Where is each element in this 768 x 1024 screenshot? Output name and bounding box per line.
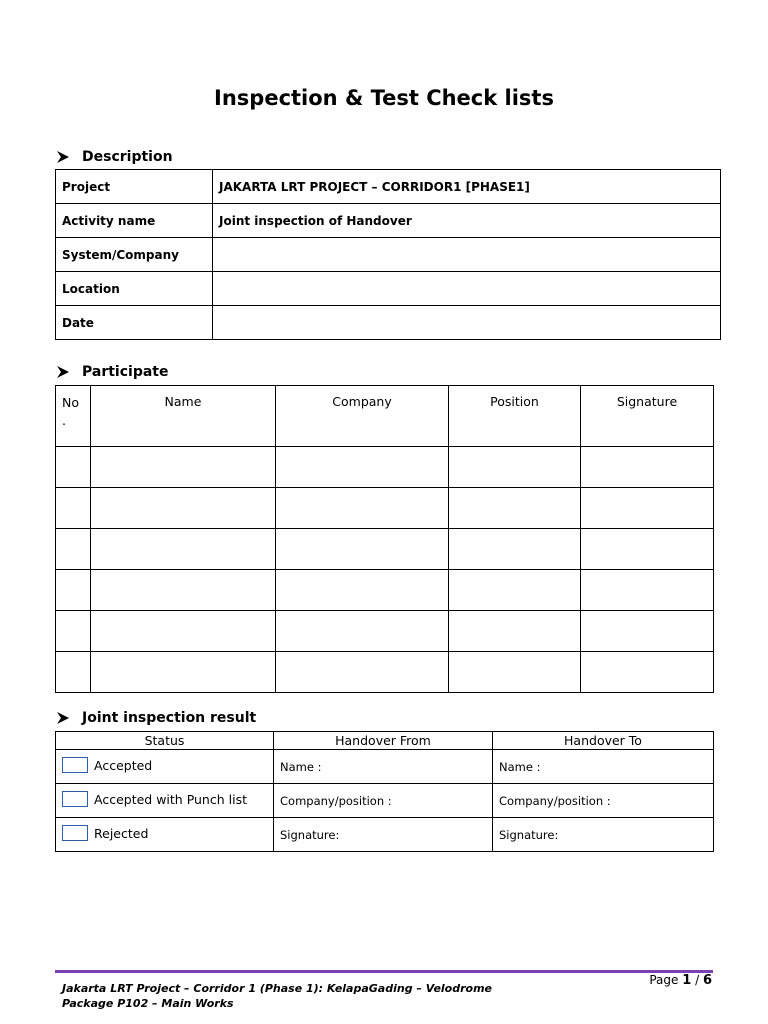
footer-divider	[55, 970, 713, 973]
name-cell[interactable]	[91, 570, 276, 611]
table-row	[56, 272, 721, 306]
date-value[interactable]	[213, 306, 721, 340]
table-header-row	[56, 732, 714, 750]
no-cell[interactable]	[56, 447, 91, 488]
position-cell[interactable]	[449, 488, 581, 529]
footer-project-info	[62, 981, 492, 1011]
field-label: Location	[56, 272, 213, 306]
system-company-value[interactable]	[213, 238, 721, 272]
status-cell	[56, 750, 274, 784]
table-row	[56, 529, 714, 570]
column-header-position: Position	[449, 386, 581, 447]
position-cell[interactable]	[449, 447, 581, 488]
name-cell[interactable]	[91, 652, 276, 693]
accepted-checkbox[interactable]	[62, 757, 88, 773]
arrowhead-bullet-icon	[56, 151, 70, 163]
section-heading-description	[56, 149, 173, 165]
name-cell[interactable]	[91, 529, 276, 570]
table-row	[56, 818, 714, 852]
company-cell[interactable]	[276, 570, 449, 611]
company-cell[interactable]	[276, 652, 449, 693]
signature-cell[interactable]	[581, 447, 714, 488]
table-row	[56, 784, 714, 818]
status-label: Accepted	[94, 758, 153, 774]
field-label: Project	[56, 170, 213, 204]
table-header-row	[56, 386, 714, 447]
position-cell[interactable]	[449, 611, 581, 652]
no-cell[interactable]	[56, 529, 91, 570]
participants-table	[55, 385, 714, 693]
document-title: Inspection & Test Check lists	[214, 86, 554, 110]
inspection-result-table	[55, 731, 714, 852]
table-row	[56, 447, 714, 488]
signature-cell[interactable]	[581, 611, 714, 652]
section-heading-participate	[56, 364, 168, 380]
column-header-signature: Signature	[581, 386, 714, 447]
footer-line-2: Package P102 – Main Works	[62, 997, 234, 1010]
column-header-handover-from: Handover From	[274, 732, 493, 750]
position-cell[interactable]	[449, 652, 581, 693]
no-cell[interactable]	[56, 488, 91, 529]
field-label: Date	[56, 306, 213, 340]
table-row	[56, 488, 714, 529]
column-header-status: Status	[56, 732, 274, 750]
field-label: System/Company	[56, 238, 213, 272]
column-header-no: No .	[56, 386, 91, 447]
company-cell[interactable]	[276, 529, 449, 570]
position-cell[interactable]	[449, 570, 581, 611]
signature-cell[interactable]	[581, 488, 714, 529]
page-number: Page 1 / 6	[649, 973, 712, 988]
description-table	[55, 169, 721, 340]
status-cell	[56, 784, 274, 818]
arrowhead-bullet-icon	[56, 366, 70, 378]
field-label: Activity name	[56, 204, 213, 238]
accepted-with-punch-list-checkbox[interactable]	[62, 791, 88, 807]
column-header-handover-to: Handover To	[493, 732, 714, 750]
status-label: Rejected	[94, 826, 149, 842]
name-cell[interactable]	[91, 447, 276, 488]
position-cell[interactable]	[449, 529, 581, 570]
location-value[interactable]	[213, 272, 721, 306]
column-header-name: Name	[91, 386, 276, 447]
signature-cell[interactable]	[581, 652, 714, 693]
section-heading-label: Description	[82, 149, 173, 165]
handover-from-company-field[interactable]: Company/position :	[274, 784, 493, 818]
name-cell[interactable]	[91, 488, 276, 529]
company-cell[interactable]	[276, 447, 449, 488]
activity-name-value[interactable]: Joint inspection of Handover	[213, 204, 721, 238]
status-cell	[56, 818, 274, 852]
table-row	[56, 306, 721, 340]
table-row	[56, 238, 721, 272]
table-row	[56, 611, 714, 652]
section-heading-label: Participate	[82, 364, 169, 380]
rejected-checkbox[interactable]	[62, 825, 88, 841]
section-heading-label: Joint inspection result	[82, 710, 257, 726]
table-row	[56, 750, 714, 784]
signature-cell[interactable]	[581, 570, 714, 611]
column-header-company: Company	[276, 386, 449, 447]
company-cell[interactable]	[276, 611, 449, 652]
name-cell[interactable]	[91, 611, 276, 652]
project-value[interactable]: JAKARTA LRT PROJECT – CORRIDOR1 [PHASE1]	[213, 170, 721, 204]
handover-to-company-field[interactable]: Company/position :	[493, 784, 714, 818]
arrowhead-bullet-icon	[56, 712, 70, 724]
handover-to-name-field[interactable]: Name :	[493, 750, 714, 784]
footer-line-1: Jakarta LRT Project – Corridor 1 (Phase 1): KelapaGading – Velodrome	[62, 982, 493, 995]
company-cell[interactable]	[276, 488, 449, 529]
handover-from-signature-field[interactable]: Signature:	[274, 818, 493, 852]
no-cell[interactable]	[56, 652, 91, 693]
no-cell[interactable]	[56, 570, 91, 611]
section-heading-result	[56, 710, 256, 726]
handover-to-signature-field[interactable]: Signature:	[493, 818, 714, 852]
status-label: Accepted with Punch list	[94, 792, 247, 808]
handover-from-name-field[interactable]: Name :	[274, 750, 493, 784]
table-row	[56, 652, 714, 693]
table-row	[56, 204, 721, 238]
no-cell[interactable]	[56, 611, 91, 652]
signature-cell[interactable]	[581, 529, 714, 570]
table-row	[56, 570, 714, 611]
table-row	[56, 170, 721, 204]
